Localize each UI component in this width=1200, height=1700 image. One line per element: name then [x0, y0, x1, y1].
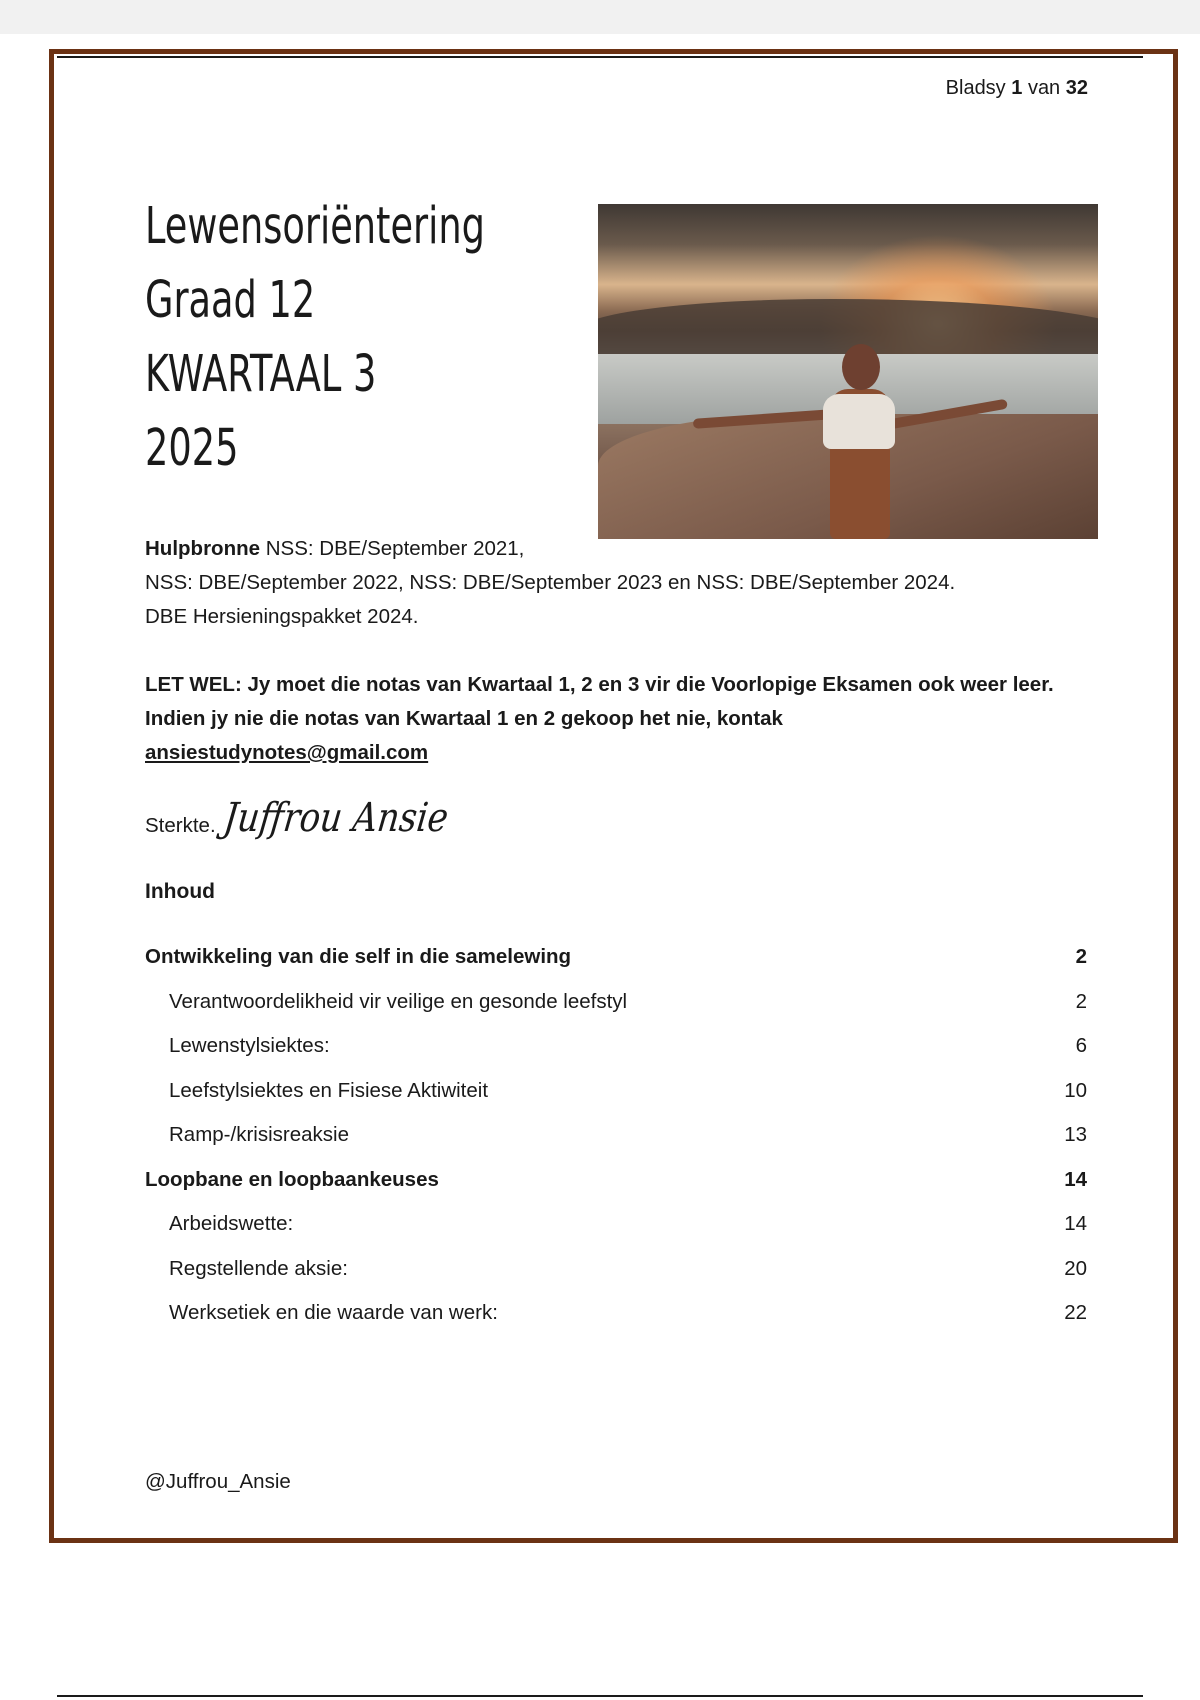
toc-entry-page: 22 [1064, 1301, 1087, 1324]
toc-entry-page: 2 [1075, 989, 1087, 1013]
contact-email-link[interactable]: ansiestudynotes@gmail.com [145, 741, 429, 764]
toc-entry-label: Werksetiek en die waarde van werk: [169, 1301, 498, 1324]
toc-heading: Inhoud [145, 880, 215, 903]
toc-entry-label: Verantwoordelikheid vir veilige en gesonde leefstyl [169, 989, 628, 1013]
toc-entry[interactable] [145, 945, 1087, 990]
viewer-top-band [0, 0, 1200, 34]
resources-line-3: DBE Hersieningspakket 2024. [145, 605, 419, 628]
toc-entry-page: 13 [1064, 1123, 1087, 1146]
header-rule [57, 56, 1143, 58]
toc-entry-page: 14 [1064, 1212, 1087, 1235]
notice-text: LET WEL: Jy moet die notas van Kwartaal 1, 2 en 3 vir die Voorlopige Eksamen ook weer leer. Indien jy nie die notas van Kwartaal 1 en 2 gekoop het nie, kontak [145, 673, 1054, 730]
resources-label: Hulpbronne [145, 537, 261, 560]
table-of-contents [145, 945, 1087, 1346]
title-grade: Graad 12 [145, 271, 316, 330]
resources-section [145, 532, 955, 634]
toc-entry-page: 6 [1075, 1034, 1087, 1057]
page-counter-prefix: Bladsy [945, 77, 1006, 99]
document-title [145, 190, 617, 486]
signature: Juffrou Ansie [221, 795, 451, 841]
toc-entry[interactable] [145, 1123, 1087, 1168]
toc-entry-label: Ontwikkeling van die self in die samelewing [145, 945, 572, 968]
footer-handle: @Juffrou_Ansie [145, 1470, 291, 1493]
toc-entry[interactable] [145, 1257, 1087, 1302]
toc-entry[interactable] [145, 1212, 1087, 1257]
resources-text-1: NSS: DBE/September 2021, [265, 537, 525, 560]
title-subject: Lewensoriëntering [145, 197, 485, 256]
toc-entry-label: Arbeidswette: [169, 1212, 294, 1235]
title-term: KWARTAAL 3 [145, 345, 377, 404]
toc-entry-label: Regstellende aksie: [169, 1256, 348, 1280]
toc-entry-page: 2 [1075, 945, 1087, 968]
page-counter [946, 77, 1088, 100]
toc-entry-label: Leefstylsiektes en Fisiese Aktiwiteit [169, 1078, 489, 1102]
sign-off-greeting: Sterkte. [145, 814, 216, 837]
toc-entry-page: 10 [1064, 1078, 1087, 1102]
page-counter-current: 1 [1011, 77, 1023, 99]
toc-entry[interactable] [145, 1034, 1087, 1079]
page-counter-total: 32 [1065, 77, 1088, 99]
toc-entry-page: 20 [1064, 1256, 1087, 1280]
resources-line-1 [145, 532, 955, 566]
notice-paragraph [145, 668, 1095, 770]
cover-photo [598, 204, 1098, 539]
toc-entry[interactable] [145, 1168, 1087, 1213]
toc-entry-label: Loopbane en loopbaankeuses [145, 1167, 439, 1191]
toc-entry[interactable] [145, 1079, 1087, 1124]
toc-entry-page: 14 [1064, 1167, 1087, 1191]
toc-entry-label: Lewenstylsiektes: [169, 1034, 330, 1057]
page-counter-separator: van [1027, 77, 1061, 99]
photo-person-head [842, 344, 880, 390]
resources-line-2: NSS: DBE/September 2022, NSS: DBE/September 2023 en NSS: DBE/September 2024. [145, 571, 956, 594]
next-page-rule [57, 1695, 1143, 1697]
title-year: 2025 [145, 419, 239, 478]
toc-entry-label: Ramp-/krisisreaksie [169, 1123, 349, 1146]
photo-person-shirt [823, 394, 895, 449]
toc-entry[interactable] [145, 990, 1087, 1035]
toc-entry[interactable] [145, 1301, 1087, 1346]
